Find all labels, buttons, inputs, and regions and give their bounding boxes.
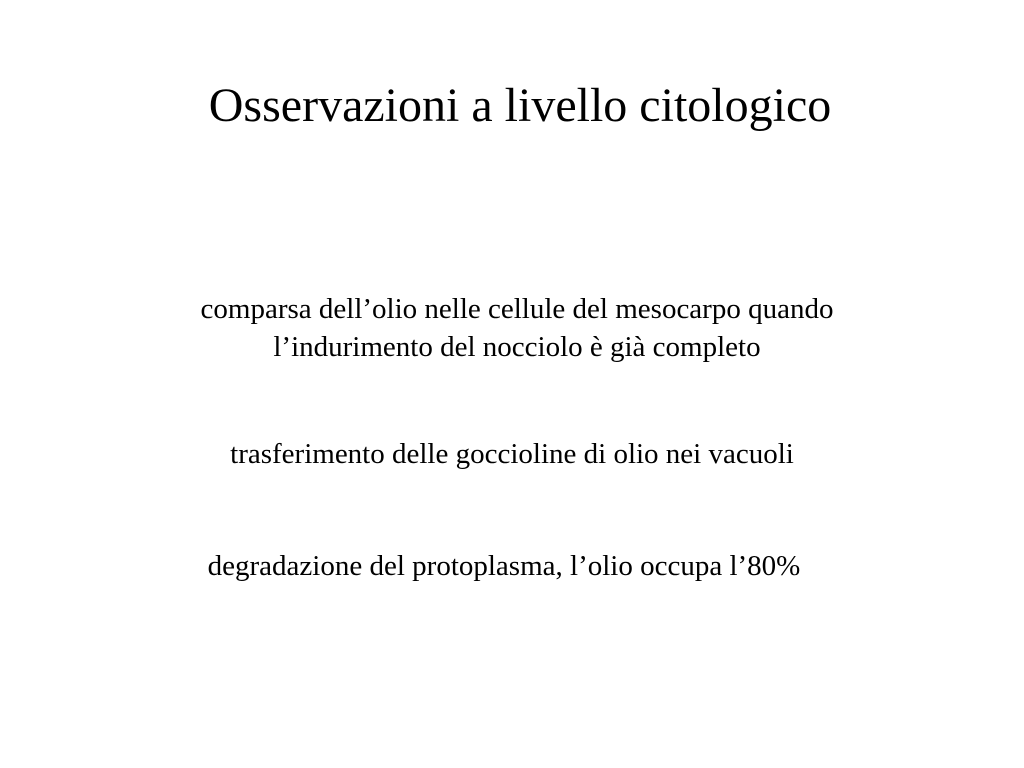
slide-point-line: comparsa dell’olio nelle cellule del mesocarpo quando <box>200 293 834 325</box>
slide-point-oil-appearance <box>120 290 914 366</box>
slide-title: Osservazioni a livello citologico <box>208 79 832 132</box>
slide-point-droplet-transfer: trasferimento delle goccioline di olio nei vacuoli <box>230 438 794 470</box>
slide-point-line: l’indurimento del nocciolo è già completo <box>273 331 761 363</box>
slide-point-protoplasm-degradation: degradazione del protoplasma, l’olio occupa l’80% <box>207 550 801 582</box>
